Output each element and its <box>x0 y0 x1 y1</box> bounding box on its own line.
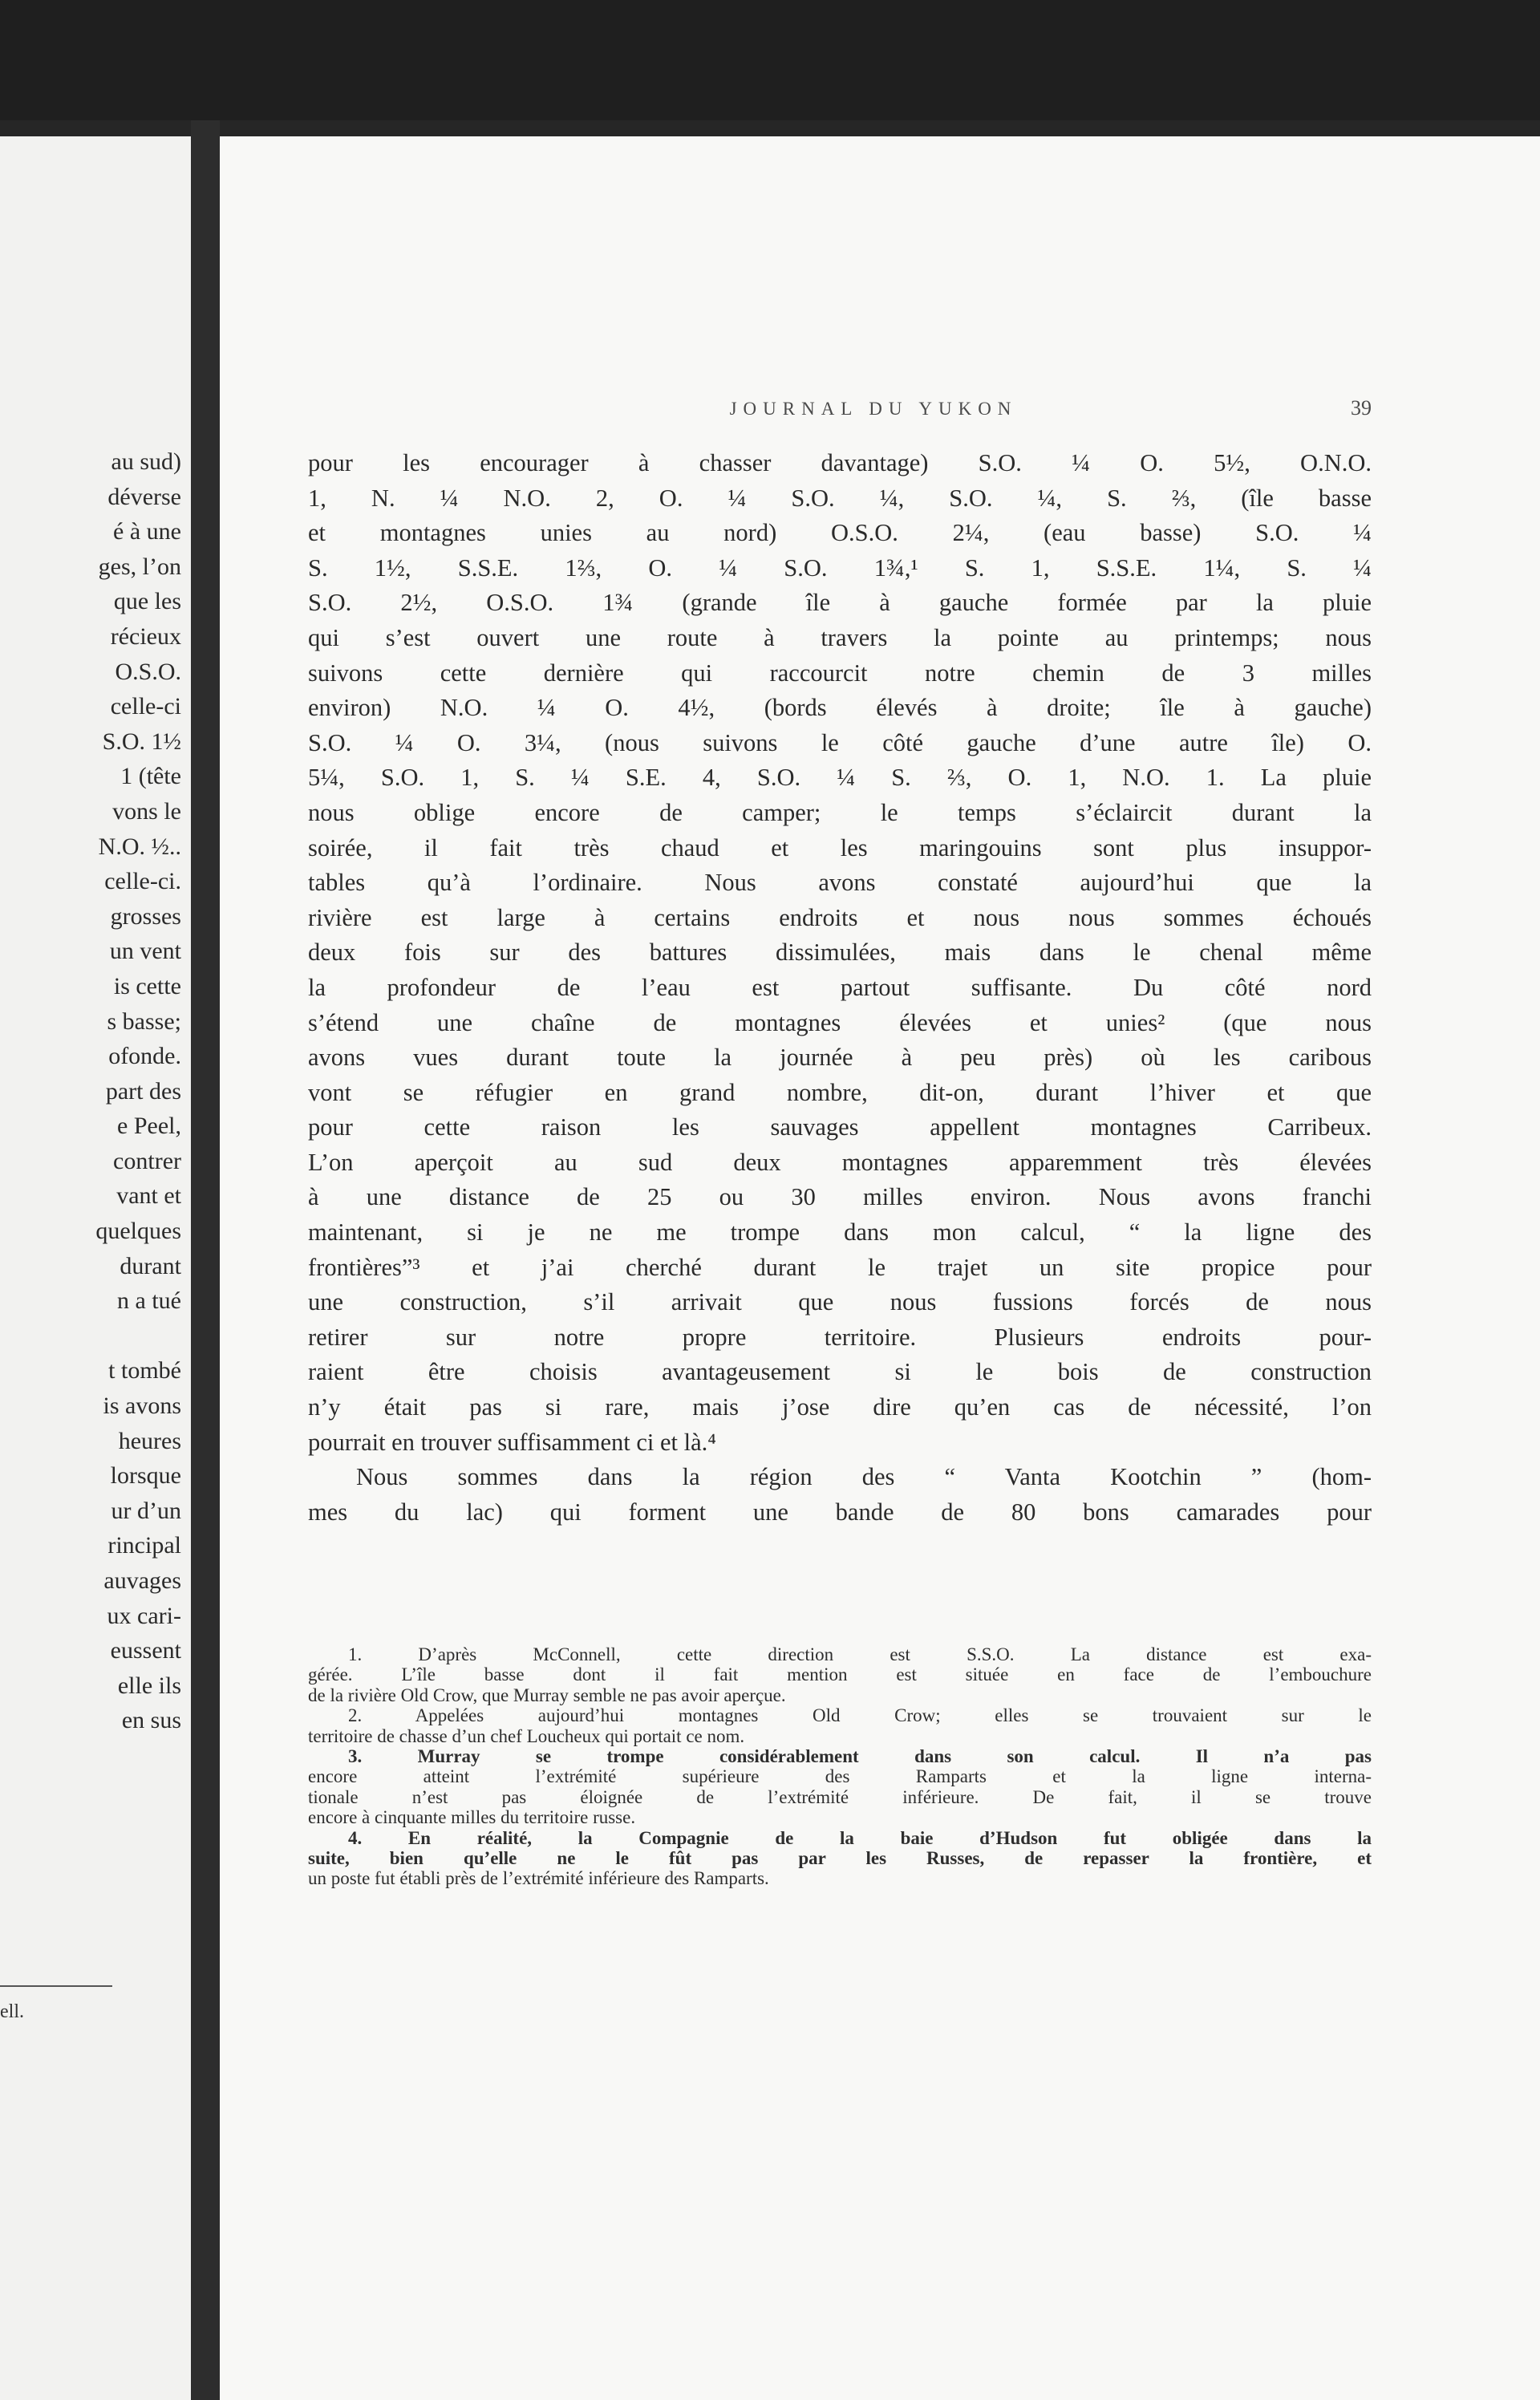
footnote-line: 4. En réalité, la Compagnie de la baie d’Hudson fut obligée dans la <box>348 1827 1372 1848</box>
text-line: rivière est large à certains endroits et nous nous sommes échoués <box>308 903 1372 931</box>
left-line: O.S.O. <box>115 658 181 685</box>
footnote-line: 1. D’après McConnell, cette direction est S.S.O. La distance est exa- <box>348 1644 1372 1664</box>
body-text <box>308 446 1372 1530</box>
left-line: ur d’un <box>111 1497 181 1524</box>
text-line: retirer sur notre propre territoire. Plusieurs endroits pour- <box>308 1323 1372 1351</box>
left-line: e Peel, <box>117 1113 181 1140</box>
footnote-line: 3. Murray se trompe considérablement dans son calcul. Il n’a pas <box>348 1746 1372 1767</box>
left-line: que les <box>113 588 181 615</box>
text-line: deux fois sur des battures dissimulées, mais dans le chenal même <box>308 939 1372 967</box>
left-line: durant <box>120 1252 181 1279</box>
left-line: récieux <box>110 622 181 650</box>
left-line: celle-ci. <box>104 868 181 895</box>
left-line: part des <box>105 1077 181 1105</box>
left-line: eussent <box>110 1637 181 1664</box>
scanner-background-top <box>0 0 1540 120</box>
text-line: frontières”³ et j’ai cherché durant le trajet un site propice pour <box>308 1253 1372 1281</box>
text-line: Nous sommes dans la région des “ Vanta Kootchin ” (hom- <box>356 1463 1372 1491</box>
left-line: é à une <box>113 518 181 545</box>
text-line: la profondeur de l’eau est partout suffisante. Du côté nord <box>308 973 1372 1001</box>
left-page-fragment <box>0 136 191 2400</box>
footnote-line: suite, bien qu’elle ne le fût pas par les Russes, de repasser la frontière, et <box>308 1848 1372 1869</box>
left-line: 1 (tête <box>120 763 181 790</box>
left-line: s basse; <box>107 1007 181 1035</box>
text-line: S. 1½, S.S.E. 1⅔, O. ¼ S.O. 1¾,¹ S. 1, S.S.E. 1¼, S. ¼ <box>308 553 1372 582</box>
text-line: nous oblige encore de camper; le temps s’éclaircit durant la <box>308 798 1372 826</box>
footnote-line: gérée. L’île basse dont il fait mention est située en face de l’embouchure <box>308 1664 1372 1685</box>
left-line: S.O. 1½ <box>102 728 181 755</box>
left-line: au sud) <box>111 448 181 475</box>
text-line: avons vues durant toute la journée à peu près) où les caribous <box>308 1044 1372 1072</box>
text-line: soirée, il fait très chaud et les maringouins sont plus insuppor- <box>308 833 1372 861</box>
left-line: lorsque <box>110 1462 181 1490</box>
footnote-line: de la rivière Old Crow, que Murray semble ne pas avoir aperçue. <box>308 1684 786 1705</box>
page-number: 39 <box>1351 396 1372 420</box>
left-line: celle-ci <box>110 693 181 720</box>
left-line: t tombé <box>108 1357 181 1384</box>
left-line: elle ils <box>117 1672 181 1699</box>
text-line: pour cette raison les sauvages appellent montagnes Carribeux. <box>308 1113 1372 1141</box>
text-line: 1, N. ¼ N.O. 2, O. ¼ S.O. ¼, S.O. ¼, S. ⅔, (île basse <box>308 484 1372 512</box>
footnote-line: encore à cinquante milles du territoire russe. <box>308 1807 636 1828</box>
text-line: tables qu’à l’ordinaire. Nous avons constaté aujourd’hui que la <box>308 869 1372 897</box>
right-page <box>220 136 1540 2400</box>
left-footnote: ell. <box>0 2001 24 2022</box>
left-line: N.O. ½.. <box>98 833 181 860</box>
running-head-title: JOURNAL DU YUKON <box>729 399 1018 419</box>
left-line: ofonde. <box>108 1043 181 1070</box>
text-line: une construction, s’il arrivait que nous fussions forcés de nous <box>308 1288 1372 1316</box>
running-head <box>308 396 1372 420</box>
text-line: s’étend une chaîne de montagnes élevées et unies² (que nous <box>308 1008 1372 1036</box>
text-line: pourrait en trouver suffisamment ci et là.⁴ <box>308 1428 716 1456</box>
left-line <box>0 1319 181 1354</box>
text-line: S.O. 2½, O.S.O. 1¾ (grande île à gauche formée par la pluie <box>308 589 1372 617</box>
footnote-line: tionale n’est pas éloignée de l’extrémité inférieure. De fait, il se trouve <box>308 1786 1372 1807</box>
book-gutter <box>191 120 220 2400</box>
left-line: is cette <box>113 972 181 999</box>
text-line: vont se réfugier en grand nombre, dit-on, durant l’hiver et que <box>308 1078 1372 1106</box>
text-line: pour les encourager à chasser davantage) S.O. ¼ O. 5½, O.N.O. <box>308 449 1372 476</box>
text-line: et montagnes unies au nord) O.S.O. 2¼, (eau basse) S.O. ¼ <box>308 519 1372 547</box>
left-line: grosses <box>110 902 181 930</box>
text-line: environ) N.O. ¼ O. 4½, (bords élevés à droite; île à gauche) <box>308 694 1372 722</box>
text-line: n’y était pas si rare, mais j’ose dire qu’en cas de nécessité, l’on <box>308 1393 1372 1421</box>
text-line: à une distance de 25 ou 30 milles environ. Nous avons franchi <box>308 1183 1372 1211</box>
text-line: S.O. ¼ O. 3¼, (nous suivons le côté gauche d’une autre île) O. <box>308 728 1372 756</box>
left-line: déverse <box>107 483 181 510</box>
footnotes <box>308 1644 1372 1889</box>
left-line: un vent <box>109 938 181 965</box>
left-line: en sus <box>121 1707 181 1734</box>
text-line: mes du lac) qui forment une bande de 80 bons camarades pour <box>308 1498 1372 1526</box>
left-line: auvages <box>103 1567 181 1594</box>
left-line: rincipal <box>107 1532 181 1559</box>
text-line: maintenant, si je ne me trompe dans mon calcul, “ la ligne des <box>308 1218 1372 1247</box>
left-line: n a tué <box>117 1287 181 1315</box>
footnote-line: territoire de chasse d’un chef Loucheux qui portait ce nom. <box>308 1725 745 1746</box>
footnote-line: 2. Appelées aujourd’hui montagnes Old Crow; elles se trouvaient sur le <box>348 1705 1372 1726</box>
footnote-line: un poste fut établi près de l’extrémité inférieure des Ramparts. <box>308 1868 769 1889</box>
text-line: suivons cette dernière qui raccourcit notre chemin de 3 milles <box>308 659 1372 687</box>
left-line: quelques <box>95 1218 181 1245</box>
left-line: is avons <box>103 1393 181 1420</box>
left-line: ux cari- <box>107 1602 181 1629</box>
footnote-line: encore atteint l’extrémité supérieure des Ramparts et la ligne interna- <box>308 1766 1372 1787</box>
text-line: qui s’est ouvert une route à travers la pointe au printemps; nous <box>308 623 1372 651</box>
text-line: 5¼, S.O. 1, S. ¼ S.E. 4, S.O. ¼ S. ⅔, O. 1, N.O. 1. La pluie <box>308 764 1372 792</box>
left-line: vons le <box>112 797 181 825</box>
text-line: raient être choisis avantageusement si le bois de construction <box>308 1358 1372 1386</box>
text-line: L’on aperçoit au sud deux montagnes apparemment très élevées <box>308 1148 1372 1176</box>
left-line: heures <box>118 1427 181 1454</box>
left-line: vant et <box>116 1182 181 1210</box>
left-line: ges, l’on <box>98 553 181 580</box>
left-line: contrer <box>113 1147 181 1174</box>
left-footnote-divider <box>0 1985 112 1987</box>
left-page-text <box>0 444 181 1738</box>
